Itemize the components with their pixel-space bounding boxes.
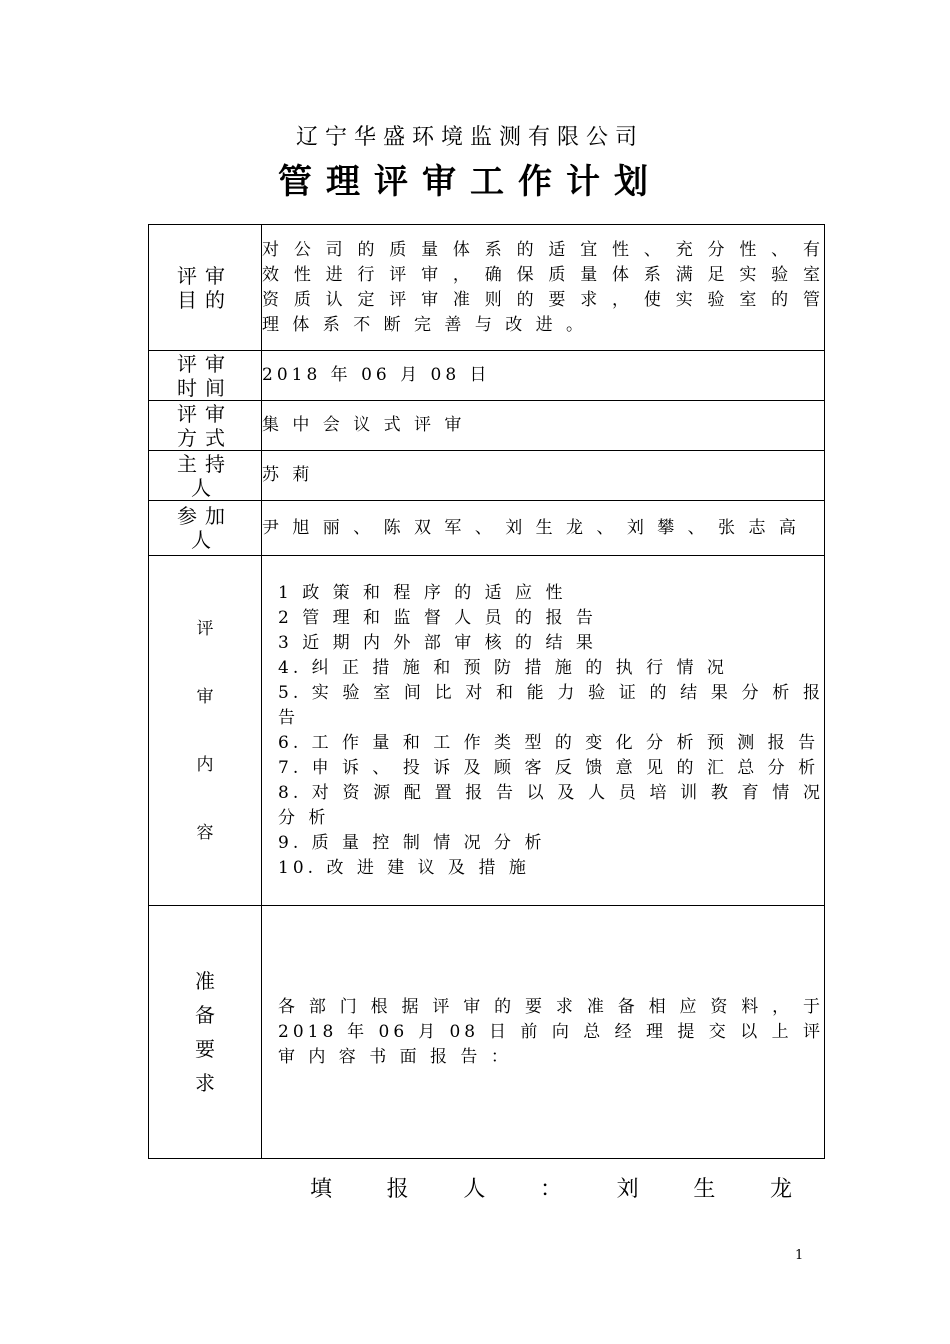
label-char: 准	[195, 969, 215, 993]
label-content	[149, 556, 262, 906]
list-item: 2 管 理 和 监 督 人 员 的 报 告	[278, 607, 597, 628]
label-text: 评审时间	[177, 351, 233, 400]
review-plan-table	[148, 224, 825, 1159]
label-prep	[149, 906, 262, 1159]
label-purpose	[149, 225, 262, 351]
label-time	[149, 351, 262, 401]
list-item: 6. 工 作 量 和 工 作 类 型 的 变 化 分 析 预 测 报 告	[278, 732, 820, 753]
document-title: 管理评审工作计划	[278, 162, 662, 202]
label-char: 内	[196, 754, 214, 775]
label-host	[149, 451, 262, 501]
company-name: 辽宁华盛环境监测有限公司	[295, 125, 644, 150]
list-item: 3 近 期 内 外 部 审 核 的 结 果	[278, 632, 597, 653]
row-content	[149, 556, 825, 906]
row-host	[149, 451, 825, 501]
label-char: 求	[195, 1071, 215, 1095]
list-item: 10. 改 进 建 议 及 措 施	[278, 857, 530, 878]
label-char: 容	[196, 822, 214, 843]
list-item: 9. 质 量 控 制 情 况 分 析	[278, 832, 546, 853]
content-list	[262, 556, 825, 906]
label-text: 参加人	[177, 504, 233, 552]
list-item: 7. 申 诉 、 投 诉 及 顾 客 反 馈 意 见 的 汇 总 分 析	[278, 757, 820, 778]
label-char: 要	[195, 1037, 215, 1061]
label-char: 备	[195, 1003, 215, 1027]
label-participants	[149, 501, 262, 556]
list-item: 5. 实 验 室 间 比 对 和 能 力 验 证 的 结 果 分 析 报 告	[278, 682, 824, 728]
label-text: 主持人	[177, 451, 233, 500]
review-method: 集 中 会 议 式 评 审	[262, 401, 825, 451]
list-item: 1 政 策 和 程 序 的 适 应 性	[278, 582, 567, 603]
label-char: 审	[196, 686, 214, 707]
host-name: 苏 莉	[262, 451, 825, 501]
prep-paragraph: 各 部 门 根 据 评 审 的 要 求 准 备 相 应 资 料 ， 于 2018 年 06 月 08 日 前 向 总 经 理 提 交 以 上 评 审 内 容 书 面 报 告 ：	[278, 996, 824, 1067]
filler-signature: 填 报 人 ： 刘 生 龙	[310, 1177, 792, 1202]
list-item: 4. 纠 正 措 施 和 预 防 措 施 的 执 行 情 况	[278, 657, 728, 678]
purpose-text: 对 公 司 的 质 量 体 系 的 适 宜 性 、 充 分 性 、 有 效 性 进 行 评 审 ， 确 保 质 量 体 系 满 足 实 验 室 资 质 认 定 评 审 准 则 的 要 求 ， 使 实 验 室 的 管 理 体 系 不 断 完 善 与 改 进 。	[262, 225, 825, 351]
row-participants	[149, 501, 825, 556]
row-purpose	[149, 225, 825, 351]
label-text: 评审目的	[177, 263, 233, 312]
row-method	[149, 401, 825, 451]
label-char: 评	[196, 618, 214, 639]
row-prep	[149, 906, 825, 1159]
label-method	[149, 401, 262, 451]
review-date: 2018 年 06 月 08 日	[262, 351, 825, 401]
label-text: 评审方式	[177, 401, 233, 450]
page-number: 1	[795, 1248, 804, 1263]
participants-list: 尹 旭 丽 、 陈 双 军 、 刘 生 龙 、 刘 攀 、 张 志 高	[262, 501, 825, 556]
prep-text	[262, 906, 825, 1159]
row-time	[149, 351, 825, 401]
list-item: 8. 对 资 源 配 置 报 告 以 及 人 员 培 训 教 育 情 况 分 析	[278, 782, 824, 828]
